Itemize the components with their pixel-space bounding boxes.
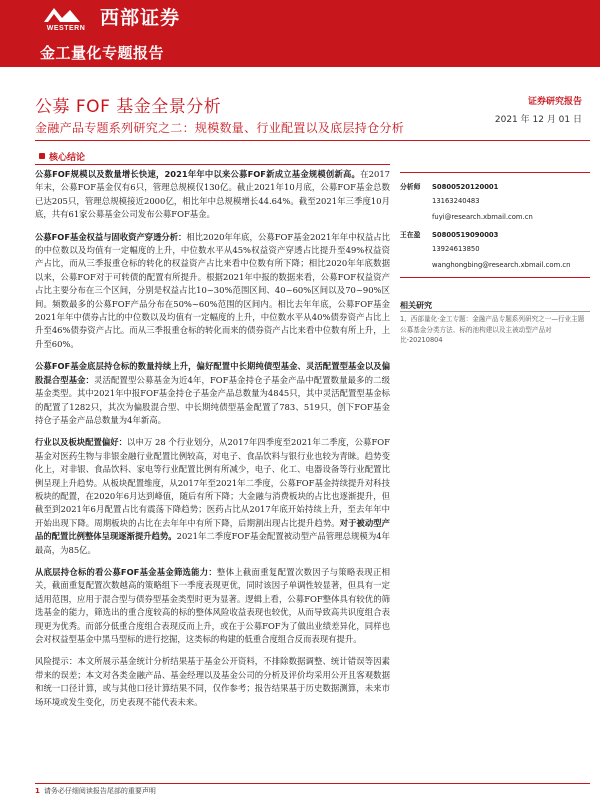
report-subtitle: 金融产品专题系列研究之二：规模数量、行业配置以及底层持仓分析 xyxy=(35,121,405,135)
paragraph xyxy=(35,168,390,222)
paragraph-body: 灵活配置型公募基金为近4年，FOF基金持仓子基金产品中配置数量最多的二级基金类型。其中2021年中报FOF基金持仓子基金产品总数量为4845只，其中灵活配置型基金标的配置了1282只，其次为偏股混合型、中长期纯债型基金配置了783、519只，创下FOF基金持仓子基金产品总数量为4年新高。 xyxy=(35,374,390,425)
brand-english-name: WESTERN xyxy=(46,25,86,32)
analyst-row xyxy=(400,261,570,269)
page-number: 1 xyxy=(35,787,40,795)
western-securities-logo-icon xyxy=(40,4,90,26)
analyst-divider xyxy=(400,172,590,173)
brand-chinese-name: 西部证券 xyxy=(100,7,181,29)
related-research-item[interactable]: 1、西部量化·金工专题：金融产品专题系列研究之一—行业主题公募基金分类方法、标的池构建以及主被动型产品对比-20210804 xyxy=(400,315,585,345)
paragraph-body: 风险提示：本文所展示基金统计分析结果基于基金公开资料，不排除数据调整、统计错误等因素带来的误差；本文对各类金融产品、基金经理以及基金公司的分析及评价均采用公开且客观数据和统一口径计算，或与其他口径计算结果不同，仅作参考；报告结果基于历史数据测算，未来市场环境或发生变化，历史表现不能代表未来。 xyxy=(35,656,390,707)
analyst-cert-number: S0800519090003 xyxy=(432,231,499,239)
core-conclusion-heading xyxy=(35,150,390,165)
analyst-label: 分析师 xyxy=(400,183,421,191)
title-divider xyxy=(35,140,590,141)
bullet-square-icon xyxy=(39,153,45,159)
header-banner xyxy=(0,0,600,67)
analyst-row xyxy=(400,197,480,205)
report-type: 证券研究报告 xyxy=(527,97,582,107)
related-divider xyxy=(400,311,590,312)
paragraph xyxy=(35,231,390,352)
paragraph-body: 2021年二季度FOF基金配置被动型产品管理总规模为4年最高，为85亿。 xyxy=(35,531,390,555)
paragraph-body: 以申万 28 个行业划分，从2017年四季度至2021年二季度，公募FOF基金对医药生物与非银金融行业配置比例较高，对电子、食品饮料与银行业也较为青睐。趋势变化上，对非银、食品饮料、家电等行业配置比例有所减少，电子、化工、电器设备等行业配置比例呈现上升趋势。从板块配置维度，从2017年至2021年二季度，公募FOF基金持续提升对科技板块的配置，在2020年6月达到峰值，随后有所下降；大金融与消费板块的占比也逐渐提升，但截至到2021年6月配置占比有震荡下降趋势；医药占比从2017年底开始持续上升，至去年年中开始出现下降。周期板块的占比在去年年中有所下降，后期割出现占比提升趋势。 xyxy=(35,437,390,528)
analyst-row xyxy=(400,213,533,221)
paragraph-lead: 行业以及板块配置偏好： xyxy=(35,437,127,448)
core-conclusion-body xyxy=(35,168,390,718)
disclaimer-note: 请务必仔细阅读报告尾部的重要声明 xyxy=(43,787,156,795)
analyst-phone: 13924613850 xyxy=(432,245,480,253)
footer-divider xyxy=(35,783,590,784)
related-research-heading: 相关研究 xyxy=(400,301,432,310)
risk-warning xyxy=(35,655,390,709)
analyst-row xyxy=(400,181,498,191)
paragraph-lead: 公募FOF基金权益与固收资产穿透分析： xyxy=(35,231,187,242)
analyst-row xyxy=(400,229,498,239)
paragraph xyxy=(35,360,390,427)
paragraph-lead: 从底层持仓标的看公募FOF基金基金筛选能力： xyxy=(35,566,217,577)
analyst-phone: 13163240483 xyxy=(432,197,480,205)
analyst-email[interactable]: fuyi@research.xbmail.com.cn xyxy=(432,213,533,221)
report-date: 2021 年 12 月 01 日 xyxy=(494,115,582,125)
report-title: 公募 FOF 基金全景分析 xyxy=(35,97,222,117)
paragraph xyxy=(35,566,390,646)
analyst-row xyxy=(400,245,480,253)
paragraph-lead: 公募FOF基金底层持仓标的数量持续上升，偏好配置中长期纯债型基金、灵活配置型基金以及偏股混合型基金： xyxy=(35,361,390,385)
paragraph-body: 在2017年末，公募FOF基金仅有6只，管理总规模仅130亿。截止2021年10月底，公募FOF基金总数已达205只，管理总规模接近2000亿，相比年中总规模增长44.64%。截至2021年三季度10月底，共有61家公募基金公司发布公募FOF基金。 xyxy=(35,169,390,220)
paragraph-body: 相比2020年年底，公募FOF基金2021年年中权益占比的中位数以及均值有一定幅度的上升，中位数水平从45%权益资产穿透占比提升至49%权益资产占比，而从三季报重仓标的转化的权益资产占比来看中位数有所下降；相比2020年年底数据以来，公募FOF对于可转债的配置有所提升。根据2021年中报的数据来看，公募FOF权益资产占比主要分布在三个区间，分别是权益占比10~30%范围区间、40~60%区间以及70~90%区间。频数最多的公募FOF产品分布在50%~60%范围的区间内。相比去年年底，公募FOF基金2021年年中债券占比的中位数以及均值有一定幅度的上升，中位数水平从40%债券资产占比上升至46%债券资产占比。而从三季报重仓标的转化而来的债券资产占比来看中位数有所上升，上升至60%。 xyxy=(35,231,390,349)
report-section: 金工量化专题报告 xyxy=(40,44,165,62)
paragraph-lead: 公募FOF规模以及数量增长快速，2021年年中以来公募FOF新成立基金规模创新高。 xyxy=(35,169,361,179)
analyst-label: 王在盈 xyxy=(400,231,421,239)
analyst-email[interactable]: wanghongbing@research.xbmail.com.cn xyxy=(432,261,571,269)
analyst-cert-number: S0800520120001 xyxy=(432,183,499,191)
footer xyxy=(35,786,156,796)
analyst-divider xyxy=(400,277,590,278)
core-conclusion-label: 核心结论 xyxy=(49,153,86,163)
paragraph xyxy=(35,436,390,557)
paragraph-body: 整体上截面重复配置次数因子与策略表现正相关，截面重复配置次数越高的策略组下一季度表现更优，同时该因子单调性较显著，但具有一定适用范围，应用于混合型与债券型基金类型时更为显著。逻辑上看，公募FOF整体具有较优的筛选基金的能力，筛选出的重合度较高的标的整体风险收益表现也较优，从而导致高共识度组合表现更为优秀。而部分低重合度组合表现反而上升，或在于公募FOF为了做出业绩差异化，同样也会对权益型基金中黑马型标的进行挖掘，这类标的构建的低重合度组合反而表现有提升。 xyxy=(35,566,391,644)
paragraph-lead: 对于被动型产品的配置比例整体呈现逐渐提升趋势。 xyxy=(35,517,390,542)
